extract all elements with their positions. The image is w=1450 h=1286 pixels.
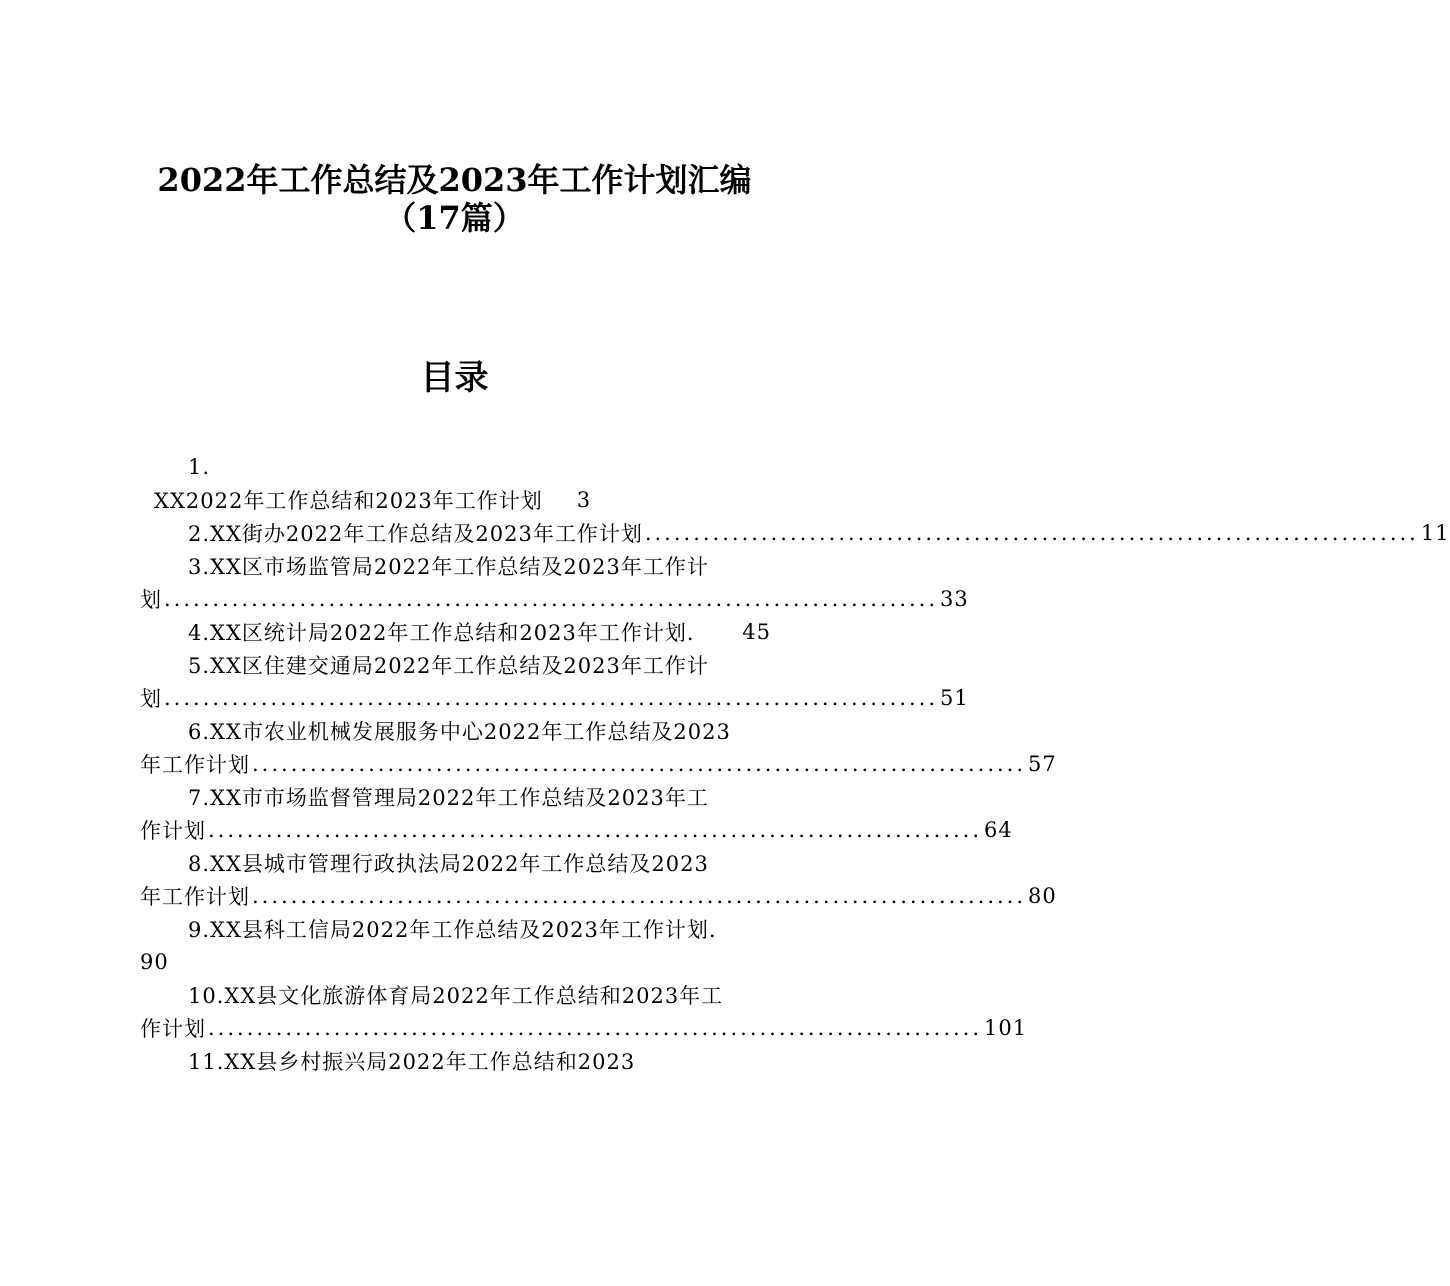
toc-entry-9[interactable] — [140, 912, 771, 945]
toc-page-number: 90 — [140, 949, 169, 974]
toc-entry-10-cont[interactable] — [140, 1011, 1028, 1044]
toc-entry-10[interactable] — [140, 978, 771, 1011]
toc-page-number: 80 — [1028, 883, 1057, 908]
toc-page-number: 64 — [984, 817, 1013, 842]
toc-entry-text: XX2022年工作总结和2023年工作计划 — [154, 488, 543, 513]
toc-entry-6-cont[interactable] — [140, 747, 1057, 780]
toc-entry-2[interactable] — [140, 516, 1450, 549]
toc-entry-text: 作计划 — [140, 818, 206, 843]
toc-entry-text: 5.XX区住建交通局2022年工作总结及2023年工作计 — [188, 653, 709, 678]
toc-leader-dots: ................................................................................ — [252, 883, 1027, 908]
toc-leader-dots: ................................................................................ — [164, 586, 939, 611]
toc-entry-3[interactable] — [140, 549, 771, 582]
toc-entry-text: 9.XX县科工信局2022年工作总结及2023年工作计划. — [188, 917, 717, 942]
toc-entry-text: 3.XX区市场监管局2022年工作总结及2023年工作计 — [188, 554, 709, 579]
toc-entry-8-cont[interactable] — [140, 879, 1057, 912]
toc-heading: 目录 — [420, 358, 489, 398]
toc-entry-text: 8.XX县城市管理行政执法局2022年工作总结及2023 — [188, 851, 709, 876]
toc-entry-text: 划 — [140, 686, 162, 711]
toc-entry-5[interactable] — [140, 648, 771, 681]
toc-entry-text: 11.XX县乡村振兴局2022年工作总结和2023 — [188, 1049, 636, 1074]
toc-entry-text: 作计划 — [140, 1016, 206, 1041]
toc-entry-8[interactable] — [140, 846, 771, 879]
toc-page-number: 101 — [984, 1015, 1028, 1040]
toc-page-number: 33 — [940, 586, 969, 611]
toc-entry-9-cont[interactable] — [140, 945, 771, 978]
toc-leader-dots: ................................................................................ — [644, 520, 1419, 545]
toc-entry-6[interactable] — [140, 714, 771, 747]
toc-entry-text: 6.XX市农业机械发展服务中心2022年工作总结及2023 — [188, 719, 731, 744]
document-subtitle: （17篇） — [384, 199, 525, 237]
toc-leader-dots: ................................................................................ — [252, 751, 1027, 776]
table-of-contents — [140, 450, 1450, 1077]
document-title: 2022年工作总结及2023年工作计划汇编 — [157, 161, 752, 199]
toc-page-number: 57 — [1028, 751, 1057, 776]
toc-entry-text: 1. — [188, 454, 211, 479]
toc-leader-dots: ................................................................................ — [208, 817, 983, 842]
toc-entry-3-cont[interactable] — [140, 582, 969, 615]
toc-entry-text: 年工作计划 — [140, 884, 250, 909]
toc-entry-text: 4.XX区统计局2022年工作总结和2023年工作计划. — [188, 620, 695, 645]
toc-entry-1[interactable] — [140, 483, 771, 516]
toc-entry-7-cont[interactable] — [140, 813, 1013, 846]
toc-entry-1-number[interactable] — [140, 450, 771, 483]
toc-entry-4[interactable] — [140, 615, 771, 648]
toc-entry-text: 7.XX市市场监督管理局2022年工作总结及2023年工 — [188, 785, 709, 810]
toc-entry-11[interactable] — [140, 1044, 771, 1077]
toc-page-number: 3 — [576, 487, 592, 512]
toc-page-number: 51 — [940, 685, 969, 710]
toc-entry-5-cont[interactable] — [140, 681, 969, 714]
toc-entry-text: 年工作计划 — [140, 752, 250, 777]
toc-entry-text: 划 — [140, 587, 162, 612]
toc-entry-7[interactable] — [140, 780, 771, 813]
toc-entry-text: 10.XX县文化旅游体育局2022年工作总结和2023年工 — [188, 983, 724, 1008]
toc-leader-dots: ................................................................................ — [208, 1015, 983, 1040]
toc-page-number: 11 — [1420, 520, 1450, 545]
toc-leader-dots: ................................................................................ — [164, 685, 939, 710]
toc-entry-text: 2.XX街办2022年工作总结及2023年工作计划 — [188, 521, 643, 546]
toc-page-number: 45 — [742, 619, 771, 644]
